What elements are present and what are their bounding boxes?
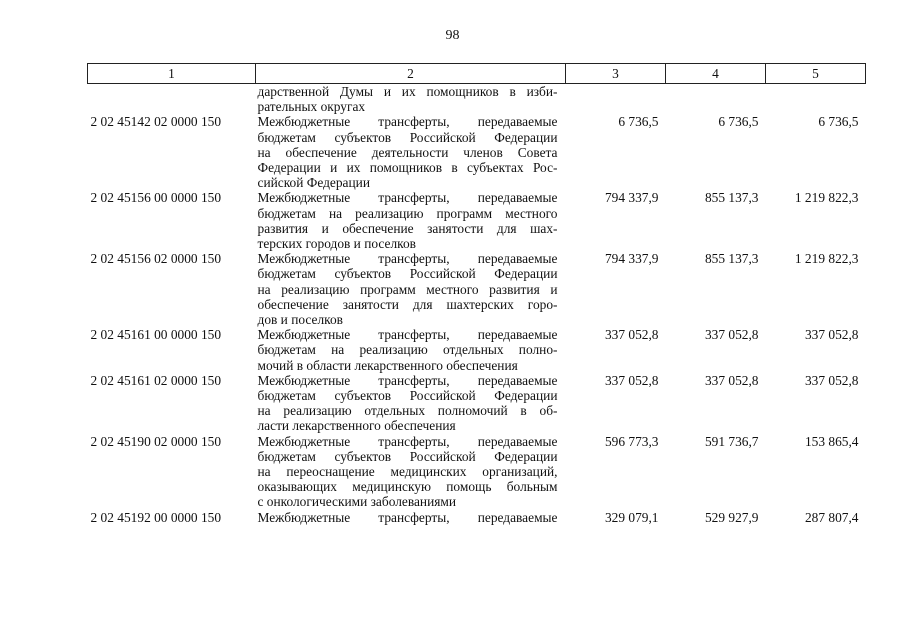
description-line: Межбюджетные трансферты, передаваемые <box>257 433 558 449</box>
description-line: бюджетам субъектов Российской Федерации <box>257 129 558 145</box>
column-header-2: 2 <box>256 64 566 84</box>
description-line: на переоснащение медицинских организаций, <box>257 464 558 480</box>
budget-table <box>87 63 866 525</box>
description-line: обеспечение занятости для шахтерских горо- <box>257 296 558 312</box>
amount-column-3: 337 052,8 <box>604 372 659 388</box>
budget-code: 2 02 45161 02 0000 150 <box>90 372 222 388</box>
budget-code: 2 02 45190 02 0000 150 <box>90 433 222 449</box>
table-row <box>88 190 866 251</box>
amount-column-5: 337 052,8 <box>804 372 859 388</box>
item-description <box>256 434 566 510</box>
description-line: бюджетам на реализацию программ местного <box>257 205 558 221</box>
item-description <box>256 114 566 190</box>
item-description <box>256 190 566 251</box>
budget-code: 2 02 45156 02 0000 150 <box>90 251 222 267</box>
amount-column-3: 337 052,8 <box>604 327 659 343</box>
description-line: терских городов и поселков <box>257 236 416 252</box>
table-row <box>88 510 866 525</box>
description-line: Федерации и их помощников в субъектах Рос- <box>257 160 558 176</box>
column-header-3: 3 <box>566 64 666 84</box>
table-body <box>88 84 866 525</box>
description-line: рательных округах <box>257 99 366 115</box>
description-line: мочий в области лекарственного обеспечения <box>257 357 518 373</box>
amount-column-4: 591 736,7 <box>704 433 759 449</box>
amount-column-4: 855 137,3 <box>704 251 759 267</box>
table-row <box>88 251 866 327</box>
description-line: ласти лекарственного обеспечения <box>257 418 456 434</box>
table-row <box>88 327 866 373</box>
budget-code: 2 02 45192 00 0000 150 <box>90 509 222 525</box>
page-number: 98 <box>445 28 460 43</box>
description-line: оказывающих медицинскую помощь больным <box>257 479 558 495</box>
description-line: бюджетам субъектов Российской Федерации <box>257 388 558 404</box>
description-line: развития и обеспечение занятости для шах- <box>257 220 558 236</box>
amount-column-4: 855 137,3 <box>704 190 759 206</box>
description-line: Межбюджетные трансферты, передаваемые <box>257 509 558 525</box>
description-line: на реализацию отдельных полномочий в об- <box>257 403 558 419</box>
description-line: бюджетам на реализацию отдельных полно- <box>257 342 558 358</box>
description-line: на реализацию программ местного развития и <box>257 281 558 297</box>
description-line: бюджетам субъектов Российской Федерации <box>257 448 558 464</box>
description-line: Межбюджетные трансферты, передаваемые <box>257 114 558 130</box>
description-line: Межбюджетные трансферты, передаваемые <box>257 251 558 267</box>
amount-column-3: 596 773,3 <box>604 433 659 449</box>
amount-column-4: 529 927,9 <box>704 509 759 525</box>
amount-column-5: 1 219 822,3 <box>794 251 859 267</box>
table-row <box>88 434 866 510</box>
item-description <box>256 251 566 327</box>
budget-code <box>88 84 256 115</box>
amount-column-5: 287 807,4 <box>804 509 859 525</box>
amount-column-4: 6 736,5 <box>718 114 759 130</box>
table-header-row <box>88 64 866 84</box>
amount-column-4: 337 052,8 <box>704 327 759 343</box>
amount-column-4: 337 052,8 <box>704 372 759 388</box>
item-description <box>256 327 566 373</box>
amount-column-3 <box>566 84 666 115</box>
description-line: дов и поселков <box>257 312 343 328</box>
description-line: на обеспечение деятельности членов Совета <box>257 144 558 160</box>
amount-column-4 <box>666 84 766 115</box>
column-header-1: 1 <box>88 64 256 84</box>
budget-code: 2 02 45156 00 0000 150 <box>90 190 222 206</box>
column-header-5: 5 <box>766 64 866 84</box>
table-row <box>88 114 866 190</box>
description-line: дарственной Думы и их помощников в изби- <box>257 84 558 99</box>
item-description <box>256 373 566 434</box>
description-line: бюджетам субъектов Российской Федерации <box>257 266 558 282</box>
table-row <box>88 373 866 434</box>
amount-column-5: 153 865,4 <box>804 433 859 449</box>
description-line: Межбюджетные трансферты, передаваемые <box>257 372 558 388</box>
amount-column-3: 6 736,5 <box>618 114 659 130</box>
amount-column-5: 337 052,8 <box>804 327 859 343</box>
description-line: с онкологическими заболеваниями <box>257 494 457 510</box>
amount-column-3: 794 337,9 <box>604 251 659 267</box>
amount-column-5: 1 219 822,3 <box>794 190 859 206</box>
column-header-4: 4 <box>666 64 766 84</box>
description-line: Межбюджетные трансферты, передаваемые <box>257 327 558 343</box>
budget-code: 2 02 45142 02 0000 150 <box>90 114 222 130</box>
budget-code: 2 02 45161 00 0000 150 <box>90 327 222 343</box>
description-line: Межбюджетные трансферты, передаваемые <box>257 190 558 206</box>
table-row <box>88 84 866 115</box>
amount-column-3: 794 337,9 <box>604 190 659 206</box>
amount-column-5: 6 736,5 <box>818 114 859 130</box>
item-description <box>256 84 566 115</box>
item-description <box>256 510 566 525</box>
description-line: сийской Федерации <box>257 175 370 191</box>
amount-column-5 <box>766 84 866 115</box>
amount-column-3: 329 079,1 <box>604 509 659 525</box>
